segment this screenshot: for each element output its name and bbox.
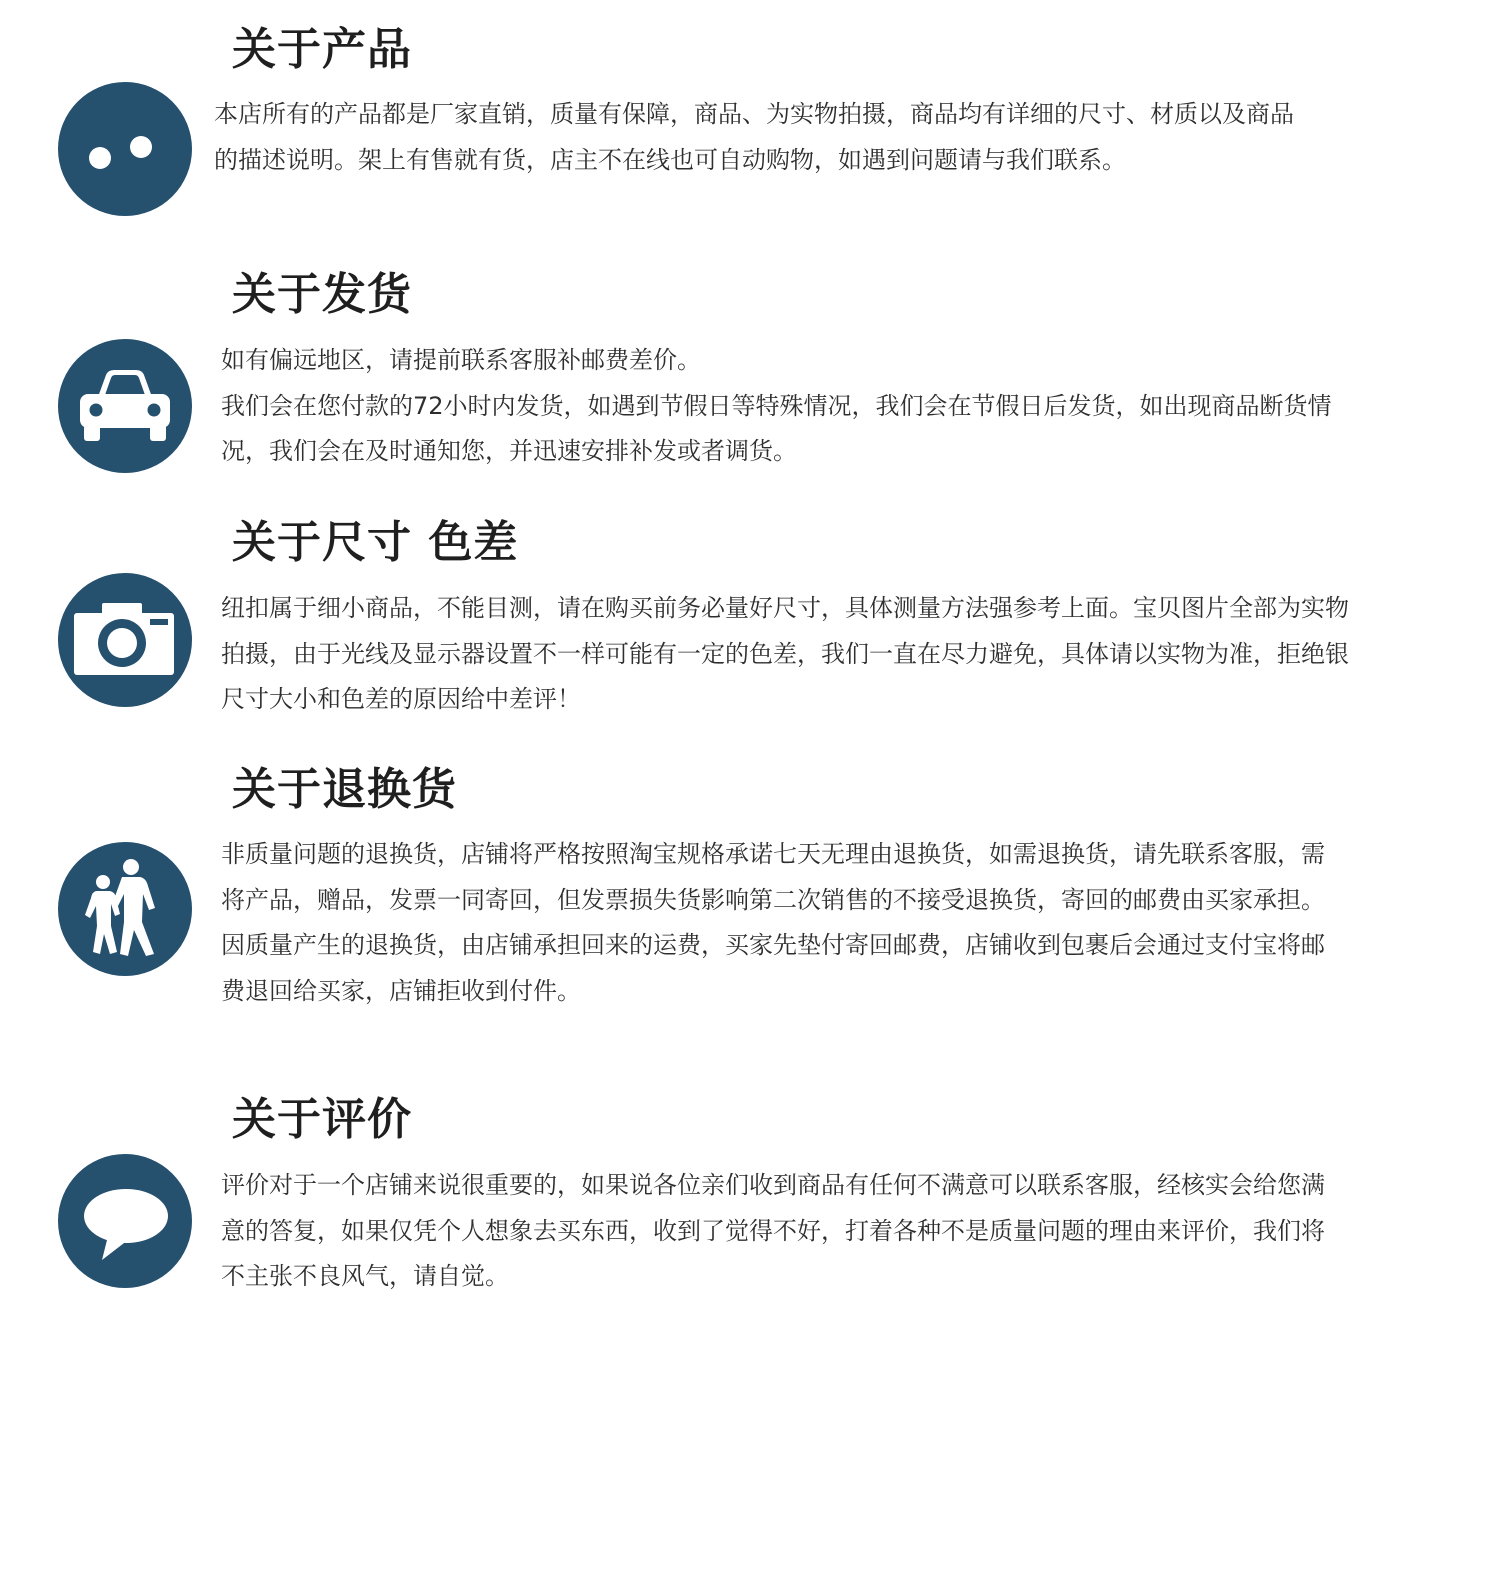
section-title: 关于尺寸 色差	[232, 517, 519, 568]
section-body	[214, 92, 1314, 183]
section-body	[221, 832, 1341, 1014]
camera-icon	[58, 573, 192, 707]
section-title: 关于评价	[232, 1094, 412, 1145]
section-paragraph: 本店所有的产品都是厂家直销，质量有保障，商品、为实物拍摄，商品均有详细的尺寸、材质以及商品的描述说明。架上有售就有货，店主不在线也可自动购物，如遇到问题请与我们联系。	[214, 100, 1294, 174]
section-body	[221, 1163, 1341, 1300]
section-paragraph: 因质量产生的退换货，由店铺承担回来的运费，买家先垫付寄回邮费，店铺收到包裹后会通过支付宝将邮费退回给买家，店铺拒收到付件。	[221, 931, 1325, 1005]
section-paragraph: 评价对于一个店铺来说很重要的，如果说各位亲们收到商品有任何不满意可以联系客服，经核实会给您满意的答复，如果仅凭个人想象去买东西，收到了觉得不好，打着各种不是质量问题的理由来评价，我们将不主张不良风气，请自觉。	[221, 1171, 1325, 1290]
section-paragraph: 纽扣属于细小商品，不能目测，请在购买前务必量好尺寸，具体测量方法强参考上面。宝贝图片全部为实物拍摄，由于光线及显示器设置不一样可能有一定的色差，我们一直在尽力避免，具体请以实物为准，拒绝银尺寸大小和色差的原因给中差评！	[221, 594, 1349, 713]
section-body	[221, 338, 1341, 475]
section-title: 关于发货	[232, 269, 412, 320]
dots-face-icon	[58, 82, 192, 216]
section-paragraph: 非质量问题的退换货，店铺将严格按照淘宝规格承诺七天无理由退换货，如需退换货，请先联系客服，需将产品，赠品，发票一同寄回，但发票损失货影响第二次销售的不接受退换货，寄回的邮费由买家承担。	[221, 840, 1325, 914]
section-title: 关于产品	[232, 24, 412, 75]
pedestrians-icon	[58, 842, 192, 976]
section-title: 关于退换货	[232, 764, 457, 815]
speech-bubble-icon	[58, 1154, 192, 1288]
section-paragraph: 我们会在您付款的72小时内发货，如遇到节假日等特殊情况，我们会在节假日后发货，如出现商品断货情况，我们会在及时通知您，并迅速安排补发或者调货。	[221, 391, 1332, 465]
section-body	[221, 586, 1371, 723]
section-paragraph: 如有偏远地区，请提前联系客服补邮费差价。	[221, 346, 701, 374]
car-icon	[58, 339, 192, 473]
